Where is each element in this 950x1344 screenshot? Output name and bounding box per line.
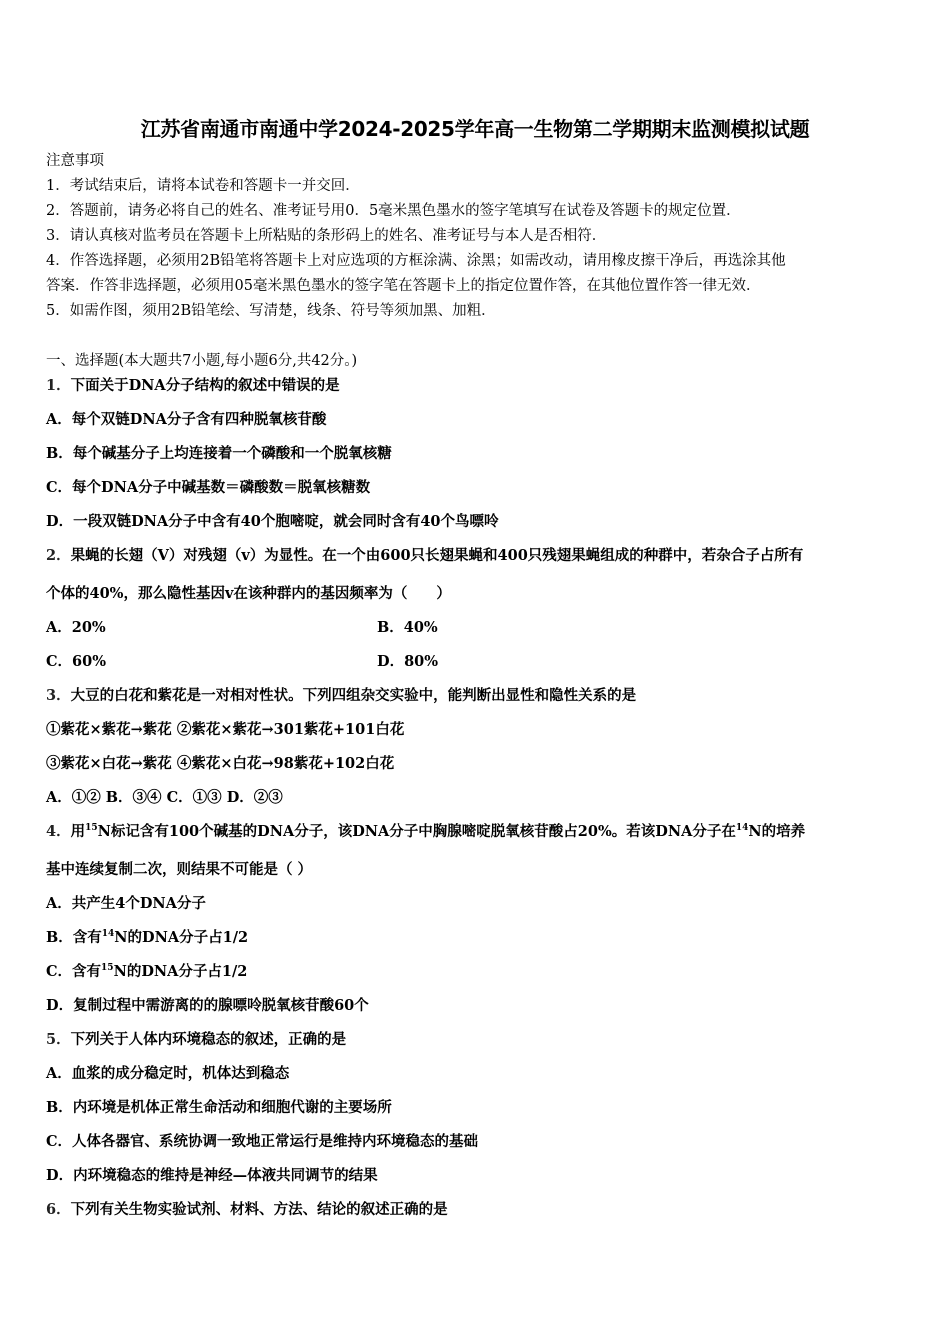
q2-option-b: B．40% <box>377 619 438 636</box>
question-text: 下列有关生物实验试剂、材料、方法、结论的叙述正确的是 <box>70 1201 448 1218</box>
q2-option-d: D．80% <box>377 653 439 670</box>
question-text: 下面关于DNA分子结构的叙述中错误的是 <box>70 377 340 394</box>
isotope-superscript: 15 <box>101 963 114 973</box>
q1-option-c: C．每个DNA分子中碱基数＝磷酸数＝脱氧核糖数 <box>46 479 371 496</box>
question-text: 果蝇的长翅（V）对残翅（v）为显性。在一个由600只长翅果蝇和400只残翅果蝇组成的种群中，若杂合子占所有 <box>70 547 804 564</box>
question-text: 大豆的白花和紫花是一对相对性状。下列四组杂交实验中，能判断出显性和隐性关系的是 <box>70 687 637 704</box>
q1-option-b: B．每个碱基分子上均连接着一个磷酸和一个脱氧核糖 <box>46 445 392 462</box>
notice-item: 4．作答选择题，必须用2B铅笔将答题卡上对应选项的方框涂满、涂黑；如需改动，请用橡皮擦干净后，再选涂其他 <box>46 253 786 269</box>
question-2-stem-cont: 个体的40%，那么隐性基因v在该种群内的基因频率为（ ） <box>46 585 451 602</box>
q5-option-b: B．内环境是机体正常生命活动和细胞代谢的主要场所 <box>46 1099 392 1116</box>
question-3-stem <box>46 686 636 706</box>
question-text: N标记含有100个碱基的DNA分子，该DNA分子中胸腺嘧啶脱氧核苷酸占20%。若该DNA分子在 <box>97 823 736 840</box>
q3-options: A．①② B．③④ C．①③ D．②③ <box>46 789 283 806</box>
q5-option-c: C．人体各器官、系统协调一致地正常运行是维持内环境稳态的基础 <box>46 1133 479 1150</box>
option-text: B．含有 <box>46 929 102 946</box>
question-2-stem <box>46 546 803 566</box>
isotope-superscript: 14 <box>735 823 749 833</box>
question-text: 用 <box>70 823 86 840</box>
q5-option-a: A．血浆的成分稳定时，机体达到稳态 <box>46 1065 290 1082</box>
question-6-stem <box>46 1200 448 1220</box>
notice-heading: 注意事项 <box>46 153 104 169</box>
notice-item: 答案．作答非选择题，必须用05毫米黑色墨水的签字笔在答题卡上的指定位置作答，在其他位置作答一律无效． <box>46 278 761 294</box>
q4-option-a: A．共产生4个DNA分子 <box>46 895 206 912</box>
question-5-stem <box>46 1030 346 1050</box>
q4-option-c <box>46 962 247 982</box>
question-number: 1． <box>46 377 71 394</box>
page-title: 江苏省南通市南通中学2024-2025学年高一生物第二学期期末监测模拟试题 <box>140 117 810 141</box>
notice-item: 3．请认真核对监考员在答题卡上所粘贴的条形码上的姓名、准考证号与本人是否相符． <box>46 228 607 244</box>
question-number: 2． <box>46 547 71 564</box>
q1-option-a: A．每个双链DNA分子含有四种脱氧核苷酸 <box>46 411 327 428</box>
q4-option-d: D．复制过程中需游离的的腺嘌呤脱氧核苷酸60个 <box>46 997 369 1014</box>
question-text: 下列关于人体内环境稳态的叙述，正确的是 <box>70 1031 347 1048</box>
question-number: 5． <box>46 1031 71 1048</box>
option-text: N的DNA分子占1/2 <box>113 963 248 980</box>
q3-cross-line-2: ③紫花×白花→紫花 ④紫花×白花→98紫花+102白花 <box>46 755 395 772</box>
q2-option-a: A．20% <box>46 619 106 636</box>
q4-option-b <box>46 928 248 948</box>
question-number: 6． <box>46 1201 71 1218</box>
isotope-superscript: 15 <box>85 823 98 833</box>
notice-item: 5．如需作图，须用2B铅笔绘、写清楚，线条、符号等须加黑、加粗． <box>46 303 496 319</box>
isotope-superscript: 14 <box>101 929 115 939</box>
notice-item: 2．答题前，请务必将自己的姓名、准考证号用0．5毫米黑色墨水的签字笔填写在试卷及答题卡的规定位置． <box>46 203 741 219</box>
question-4-stem-cont: 基中连续复制二次，则结果不可能是（ ） <box>46 861 313 878</box>
q1-option-d: D．一段双链DNA分子中含有40个胞嘧啶，就会同时含有40个鸟嘌呤 <box>46 513 499 530</box>
question-4-stem <box>46 822 805 842</box>
question-number: 4． <box>46 823 71 840</box>
option-text: N的DNA分子占1/2 <box>114 929 249 946</box>
q3-cross-line-1: ①紫花×紫花→紫花 ②紫花×紫花→301紫花+101白花 <box>46 721 405 738</box>
question-text: N的培养 <box>748 823 806 840</box>
q5-option-d: D．内环境稳态的维持是神经—体液共同调节的结果 <box>46 1167 378 1184</box>
notice-item: 1．考试结束后，请将本试卷和答题卡一并交回． <box>46 178 360 194</box>
option-text: C．含有 <box>46 963 102 980</box>
q2-option-c: C．60% <box>46 653 106 670</box>
section-heading: 一、选择题(本大题共7小题,每小题6分,共42分。) <box>46 353 358 369</box>
question-number: 3． <box>46 687 71 704</box>
question-1-stem <box>46 376 340 396</box>
